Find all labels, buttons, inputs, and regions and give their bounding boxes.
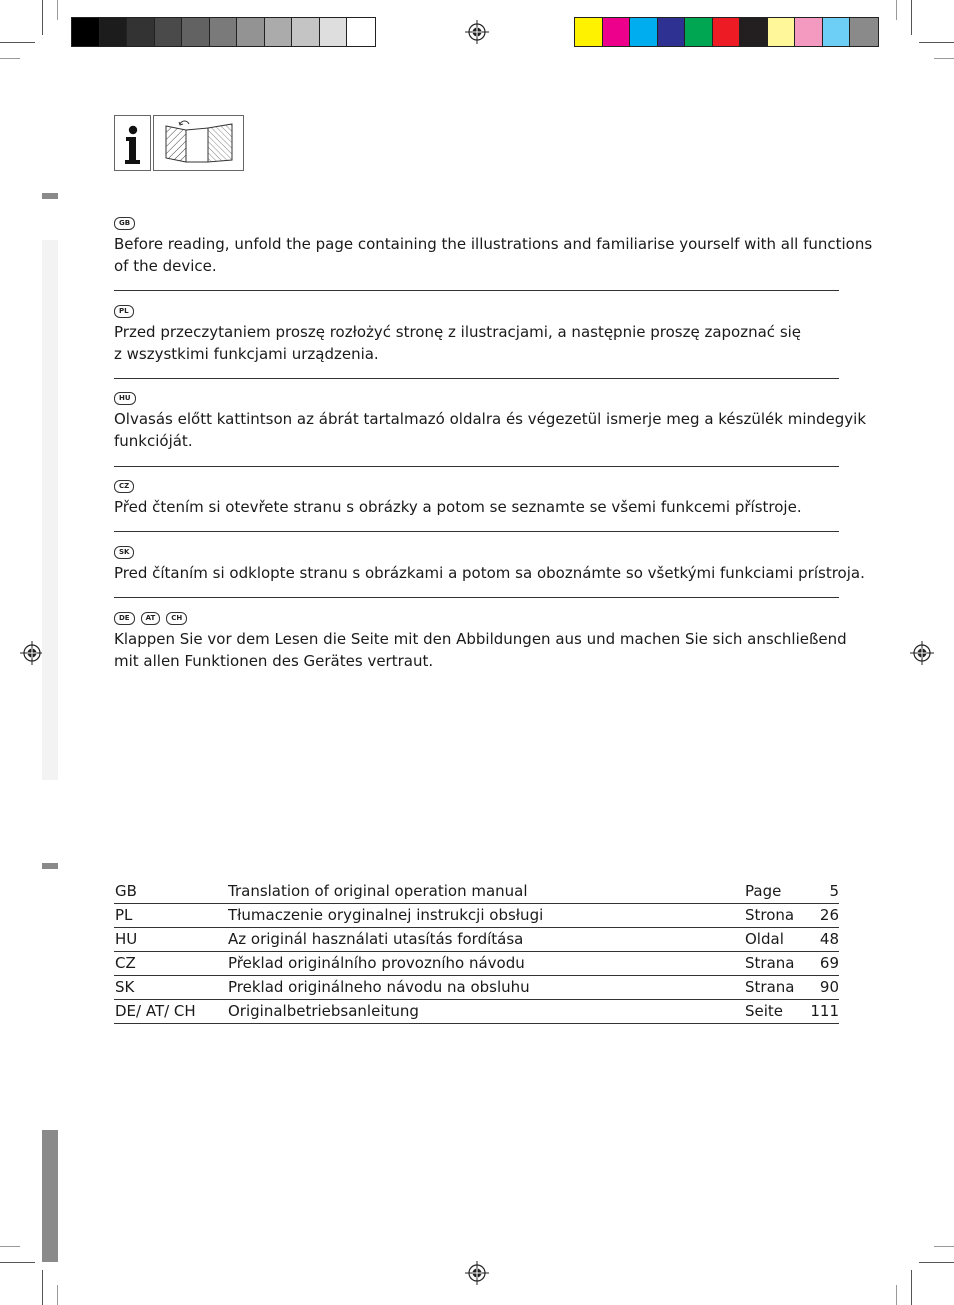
- section-text: Przed przeczytaniem proszę rozłożyć stronę z ilustracjami, a następnie proszę zapoznać się z wszystkimi funkcjami urządzenia.: [114, 323, 802, 363]
- toc-row[interactable]: [114, 904, 839, 928]
- toc-page-number: 69: [819, 954, 839, 972]
- section-divider: [114, 597, 839, 598]
- language-badges: [114, 612, 874, 624]
- color-swatch: [603, 18, 631, 46]
- registration-mark-icon: [20, 641, 44, 665]
- language-section-pl: [114, 305, 874, 365]
- color-swatch: [347, 18, 375, 46]
- language-badge: DE: [114, 612, 135, 625]
- color-swatch: [630, 18, 658, 46]
- toc-title: Tłumaczenie oryginalnej instrukcji obsługi: [228, 906, 544, 924]
- language-badges: [114, 546, 874, 558]
- color-swatch: [768, 18, 796, 46]
- toc-row[interactable]: [114, 1000, 839, 1024]
- toc-page-label: Page: [745, 882, 782, 900]
- process-color-bar: [574, 17, 879, 47]
- toc-page-number: 48: [819, 930, 839, 948]
- language-badge: PL: [114, 305, 134, 318]
- side-tab-top: [42, 193, 58, 199]
- color-swatch: [740, 18, 768, 46]
- unfold-page-icon: [153, 115, 244, 171]
- table-of-contents: [114, 880, 839, 1024]
- language-section-cz: [114, 480, 874, 518]
- color-swatch: [100, 18, 128, 46]
- color-swatch: [575, 18, 603, 46]
- section-text: Před čtením si otevřete stranu s obrázky a potom se seznamte se všemi funkcemi přístroje.: [114, 498, 802, 516]
- toc-language-code: PL: [115, 906, 133, 924]
- toc-title: Az originál használati utasítás fordítása: [228, 930, 524, 948]
- toc-title: Preklad originálneho návodu na obsluhu: [228, 978, 530, 996]
- toc-language-code: GB: [115, 882, 137, 900]
- language-badge: CZ: [114, 480, 134, 493]
- toc-title: Překlad originálního provozního návodu: [228, 954, 525, 972]
- color-swatch: [685, 18, 713, 46]
- section-text: Olvasás előtt kattintson az ábrát tartalmazó oldalra és végezetül ismerje meg a készülék mindegyik funkcióját.: [114, 410, 866, 450]
- color-swatch: [210, 18, 238, 46]
- toc-language-code: SK: [115, 978, 135, 996]
- color-swatch: [182, 18, 210, 46]
- toc-page-number: 26: [819, 906, 839, 924]
- color-swatch: [795, 18, 823, 46]
- color-swatch: [237, 18, 265, 46]
- side-tab-bottom: [42, 1130, 58, 1262]
- toc-row[interactable]: [114, 976, 839, 1000]
- language-badge: AT: [141, 612, 161, 625]
- toc-title: Originalbetriebsanleitung: [228, 1002, 419, 1020]
- registration-mark-icon: [465, 20, 489, 44]
- language-badge: GB: [114, 217, 135, 230]
- color-swatch: [72, 18, 100, 46]
- language-badges: [114, 392, 874, 404]
- color-swatch: [265, 18, 293, 46]
- registration-mark-icon: [465, 1261, 489, 1285]
- section-divider: [114, 531, 839, 532]
- toc-language-code: DE/ AT/ CH: [115, 1002, 196, 1020]
- toc-page-number: 90: [819, 978, 839, 996]
- toc-page-label: Seite: [745, 1002, 784, 1020]
- language-badges: [114, 480, 874, 492]
- language-badge: SK: [114, 546, 134, 559]
- color-swatch: [658, 18, 686, 46]
- language-badge: CH: [166, 612, 187, 625]
- toc-page-label: Oldal: [745, 930, 784, 948]
- section-text: Before reading, unfold the page containing the illustrations and familiarise yourself with all functions of the device.: [114, 235, 873, 275]
- color-swatch: [155, 18, 183, 46]
- toc-page-label: Strana: [745, 978, 795, 996]
- section-divider: [114, 378, 839, 379]
- language-section-de-at-ch: [114, 612, 874, 672]
- toc-page-number: 5: [829, 882, 839, 900]
- color-swatch: [850, 18, 878, 46]
- toc-page-number: 111: [810, 1002, 839, 1020]
- info-i-icon: [114, 115, 151, 171]
- language-section-gb: [114, 217, 874, 277]
- registration-mark-icon: [910, 641, 934, 665]
- section-divider: [114, 290, 839, 291]
- grayscale-color-bar: [71, 17, 376, 47]
- side-tab-middle: [42, 863, 58, 869]
- toc-language-code: CZ: [115, 954, 136, 972]
- section-divider: [114, 466, 839, 467]
- color-swatch: [127, 18, 155, 46]
- toc-row[interactable]: [114, 952, 839, 976]
- language-badges: [114, 217, 874, 229]
- toc-row[interactable]: [114, 880, 839, 904]
- toc-language-code: HU: [115, 930, 138, 948]
- color-swatch: [823, 18, 851, 46]
- side-margin-band: [42, 240, 58, 780]
- toc-title: Translation of original operation manual: [228, 882, 528, 900]
- language-section-sk: [114, 546, 874, 584]
- toc-row[interactable]: [114, 928, 839, 952]
- section-text: Pred čítaním si odklopte stranu s obrázkami a potom sa oboznámte so všetkými funkciami prístroja.: [114, 564, 865, 582]
- language-badge: HU: [114, 392, 136, 405]
- section-text: Klappen Sie vor dem Lesen die Seite mit den Abbildungen aus und machen Sie sich anschließend mit allen Funktionen des Gerätes vertraut.: [114, 630, 847, 670]
- color-swatch: [292, 18, 320, 46]
- language-section-hu: [114, 392, 874, 452]
- toc-page-label: Strana: [745, 954, 795, 972]
- color-swatch: [713, 18, 741, 46]
- language-badges: [114, 305, 874, 317]
- toc-page-label: Strona: [745, 906, 795, 924]
- color-swatch: [320, 18, 348, 46]
